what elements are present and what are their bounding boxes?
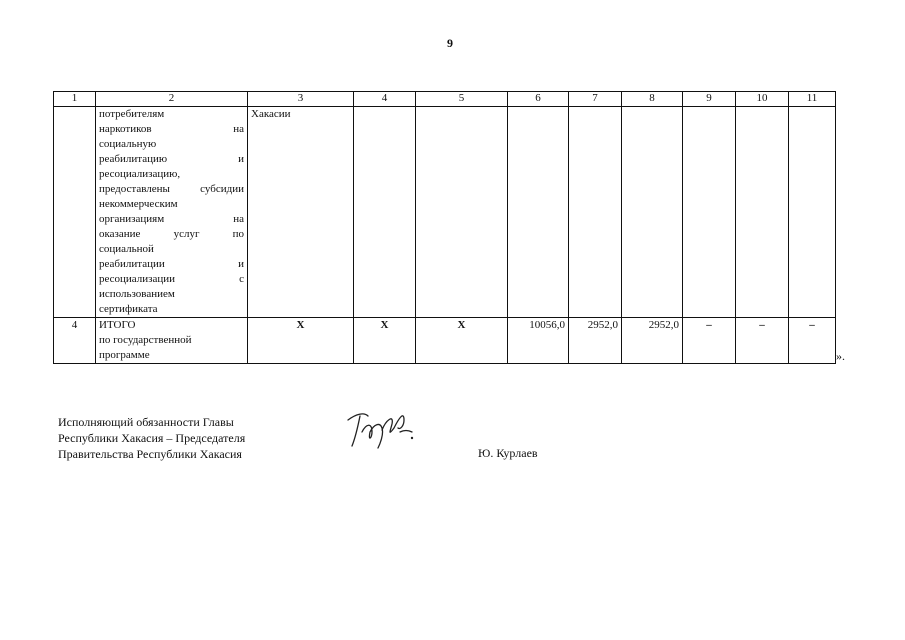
- table-cell: [683, 107, 736, 318]
- dash-cell: –: [736, 318, 789, 364]
- table-cell: [789, 107, 836, 318]
- column-header: 3: [248, 92, 354, 107]
- table-cell: [416, 107, 508, 318]
- description-line: оказание услуг по: [99, 228, 244, 240]
- position-line: Правительства Республики Хакасия: [58, 447, 242, 461]
- column-header: 4: [354, 92, 416, 107]
- row-number-cell: 4: [54, 318, 96, 364]
- amount-cell: 10056,0: [508, 318, 569, 364]
- description-line: организациям на: [99, 213, 244, 225]
- column-header: 2: [96, 92, 248, 107]
- column-header: 10: [736, 92, 789, 107]
- table-row-continuation: [54, 107, 836, 318]
- column-header: 5: [416, 92, 508, 107]
- position-line: Республики Хакасия – Председателя: [58, 431, 246, 445]
- table-cell: [54, 107, 96, 318]
- total-label-line: по государственной: [99, 334, 192, 346]
- table-cell: Х: [354, 318, 416, 364]
- program-table: [53, 91, 836, 364]
- table-cell: [569, 107, 622, 318]
- table-cell: [622, 107, 683, 318]
- total-label-line: ИТОГО: [99, 319, 136, 331]
- closing-quote: ».: [836, 349, 845, 363]
- amount-cell: 2952,0: [622, 318, 683, 364]
- table-cell: Х: [248, 318, 354, 364]
- description-line: сертификата: [99, 303, 158, 315]
- description-line: ресоциализации с: [99, 273, 244, 285]
- dash-cell: –: [683, 318, 736, 364]
- description-line: использованием: [99, 288, 175, 300]
- handwritten-signature: [338, 402, 418, 457]
- signatory-position: [58, 414, 245, 462]
- position-line: Исполняющий обязанности Главы: [58, 415, 234, 429]
- table-cell: [508, 107, 569, 318]
- dash-cell: –: [789, 318, 836, 364]
- column-header: 9: [683, 92, 736, 107]
- description-line: некоммерческим: [99, 198, 178, 210]
- table-header-row: [54, 92, 836, 107]
- column-header: 8: [622, 92, 683, 107]
- total-label-cell: [96, 318, 248, 364]
- description-line: предоставлены субсидии: [99, 183, 244, 195]
- measure-description-cell: [96, 107, 248, 318]
- amount-cell: 2952,0: [569, 318, 622, 364]
- description-line: социальную: [99, 138, 157, 150]
- description-line: наркотиков на: [99, 123, 244, 135]
- description-line: реабилитацию и: [99, 153, 244, 165]
- description-line: социальной: [99, 243, 154, 255]
- column-header: 11: [789, 92, 836, 107]
- total-label-line: программе: [99, 349, 150, 361]
- column-header: 1: [54, 92, 96, 107]
- column-header: 7: [569, 92, 622, 107]
- signatory-name: Ю. Курлаев: [478, 446, 538, 460]
- table-cell: [354, 107, 416, 318]
- description-line: ресоциализацию,: [99, 168, 181, 180]
- executor-cell: Хакасии: [248, 107, 354, 318]
- table-cell: Х: [416, 318, 508, 364]
- description-line: реабилитации и: [99, 258, 244, 270]
- description-line: потребителям: [99, 108, 165, 120]
- page-number: 9: [447, 36, 453, 50]
- table-cell: [736, 107, 789, 318]
- table-row-total: [54, 318, 836, 364]
- column-header: 6: [508, 92, 569, 107]
